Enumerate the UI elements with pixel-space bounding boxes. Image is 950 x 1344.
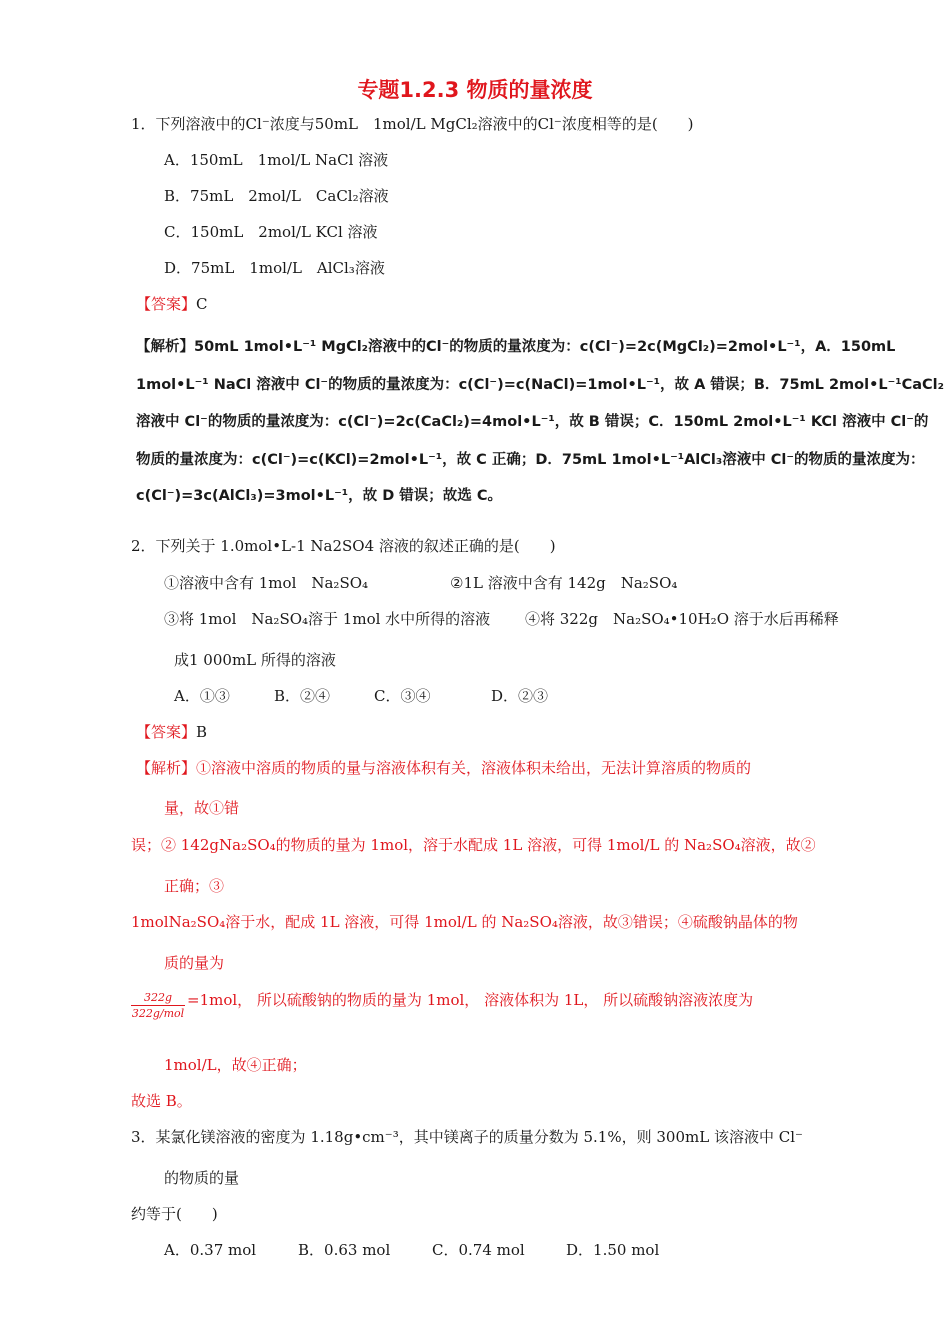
q1-stem: 1．下列溶液中的Cl⁻浓度与50mL 1mol/L MgCl₂溶液中的Cl⁻浓度相等的是( ): [131, 115, 694, 133]
q2-item-3: ③将 1mol Na₂SO₄溶于 1mol 水中所得的溶液: [164, 610, 491, 628]
q2-option-b: B．②④: [274, 687, 331, 705]
q1-analysis-line-1: 【解析】50mL 1mol•L⁻¹ MgCl₂溶液中的Cl⁻的物质的量浓度为：c(Cl⁻)=2c(MgCl₂)=2mol•L⁻¹，A．150mL: [136, 339, 896, 355]
q2-analysis-line-9: 故选 B。: [131, 1092, 192, 1110]
q1-option-d: D．75mL 1mol/L AlCl₃溶液: [164, 259, 385, 277]
q1-analysis-line-2: 1mol•L⁻¹ NaCl 溶液中 Cl⁻的物质的量浓度为：c(Cl⁻)=c(NaCl)=1mol•L⁻¹，故 A 错误；B．75mL 2mol•L⁻¹CaCl₂: [136, 377, 944, 393]
fraction-denominator: 322g/mol: [131, 1007, 185, 1020]
q2-analysis-line-2: 量，故①错: [164, 799, 240, 817]
q2-item-4: ④将 322g Na₂SO₄•10H₂O 溶于水后再稀释: [525, 610, 839, 628]
q2-answer: [136, 722, 207, 742]
fraction-numerator: 322g: [131, 991, 185, 1006]
q3-option-b: B．0.63 mol: [298, 1241, 391, 1259]
q3-option-c: C．0.74 mol: [432, 1241, 525, 1259]
q1-answer: [136, 294, 208, 314]
q2-analysis-line-1: 【解析】①溶液中溶质的物质的量与溶液体积有关，溶液体积未给出，无法计算溶质的物质的: [136, 759, 752, 777]
q3-stem-end: 约等于( ): [131, 1205, 218, 1223]
q1-option-a: A．150mL 1mol/L NaCl 溶液: [164, 151, 389, 169]
q1-option-b: B．75mL 2mol/L CaCl₂溶液: [164, 187, 389, 205]
q2-item-2: ②1L 溶液中含有 142g Na₂SO₄: [450, 574, 678, 592]
q2-analysis-line-6: 质的量为: [164, 954, 225, 972]
q3-option-d: D．1.50 mol: [566, 1241, 660, 1259]
q2-stem: 2．下列关于 1.0mol•L-1 Na2SO4 溶液的叙述正确的是( ): [131, 537, 556, 555]
q2-analysis-line-3: 误；② 142gNa₂SO₄的物质的量为 1mol，溶于水配成 1L 溶液，可得 1mol/L 的 Na₂SO₄溶液，故②: [131, 836, 816, 854]
q2-option-a: A．①③: [174, 687, 230, 705]
q1-analysis-line-4: 物质的量浓度为：c(Cl⁻)=c(KCl)=2mol•L⁻¹，故 C 正确；D．75mL 1mol•L⁻¹AlCl₃溶液中 Cl⁻的物质的量浓度为：: [136, 452, 925, 468]
q2-analysis-line-7: =1mol， 所以硫酸钠的物质的量为 1mol， 溶液体积为 1L， 所以硫酸钠溶液浓度为: [187, 991, 754, 1009]
q2-analysis-line-4: 正确；③: [164, 877, 225, 895]
q1-answer-value: C: [196, 295, 208, 313]
q2-answer-value: B: [196, 723, 208, 741]
q2-analysis-line-5: 1molNa₂SO₄溶于水，配成 1L 溶液，可得 1mol/L 的 Na₂SO₄溶液，故③错误；④硫酸钠晶体的物: [131, 913, 798, 931]
q2-analysis-line-8: 1mol/L，故④正确；: [164, 1056, 307, 1074]
q1-option-c: C．150mL 2mol/L KCl 溶液: [164, 223, 378, 241]
q2-answer-label: 【答案】: [136, 723, 197, 741]
q2-option-d: D．②③: [491, 687, 549, 705]
mass-fraction: [131, 991, 185, 1020]
q3-stem-continued: 的物质的量: [164, 1169, 240, 1187]
page-title: 专题1.2.3 物质的量浓度: [357, 78, 593, 102]
q2-option-c: C．③④: [374, 687, 431, 705]
q1-answer-label: 【答案】: [136, 295, 197, 313]
q2-item-4-continued: 成1 000mL 所得的溶液: [174, 651, 336, 669]
q3-stem: 3．某氯化镁溶液的密度为 1.18g•cm⁻³，其中镁离子的质量分数为 5.1%，则 300mL 该溶液中 Cl⁻: [131, 1128, 803, 1146]
q3-options: [164, 1240, 659, 1260]
q1-analysis-line-5: c(Cl⁻)=3c(AlCl₃)=3mol•L⁻¹，故 D 错误；故选 C。: [136, 488, 502, 504]
q2-options: [174, 686, 548, 706]
q1-analysis-line-3: 溶液中 Cl⁻的物质的量浓度为：c(Cl⁻)=2c(CaCl₂)=4mol•L⁻¹，故 B 错误；C．150mL 2mol•L⁻¹ KCl 溶液中 Cl⁻的: [136, 414, 929, 430]
q2-item-1: ①溶液中含有 1mol Na₂SO₄: [164, 574, 369, 592]
q3-option-a: A．0.37 mol: [164, 1241, 257, 1259]
